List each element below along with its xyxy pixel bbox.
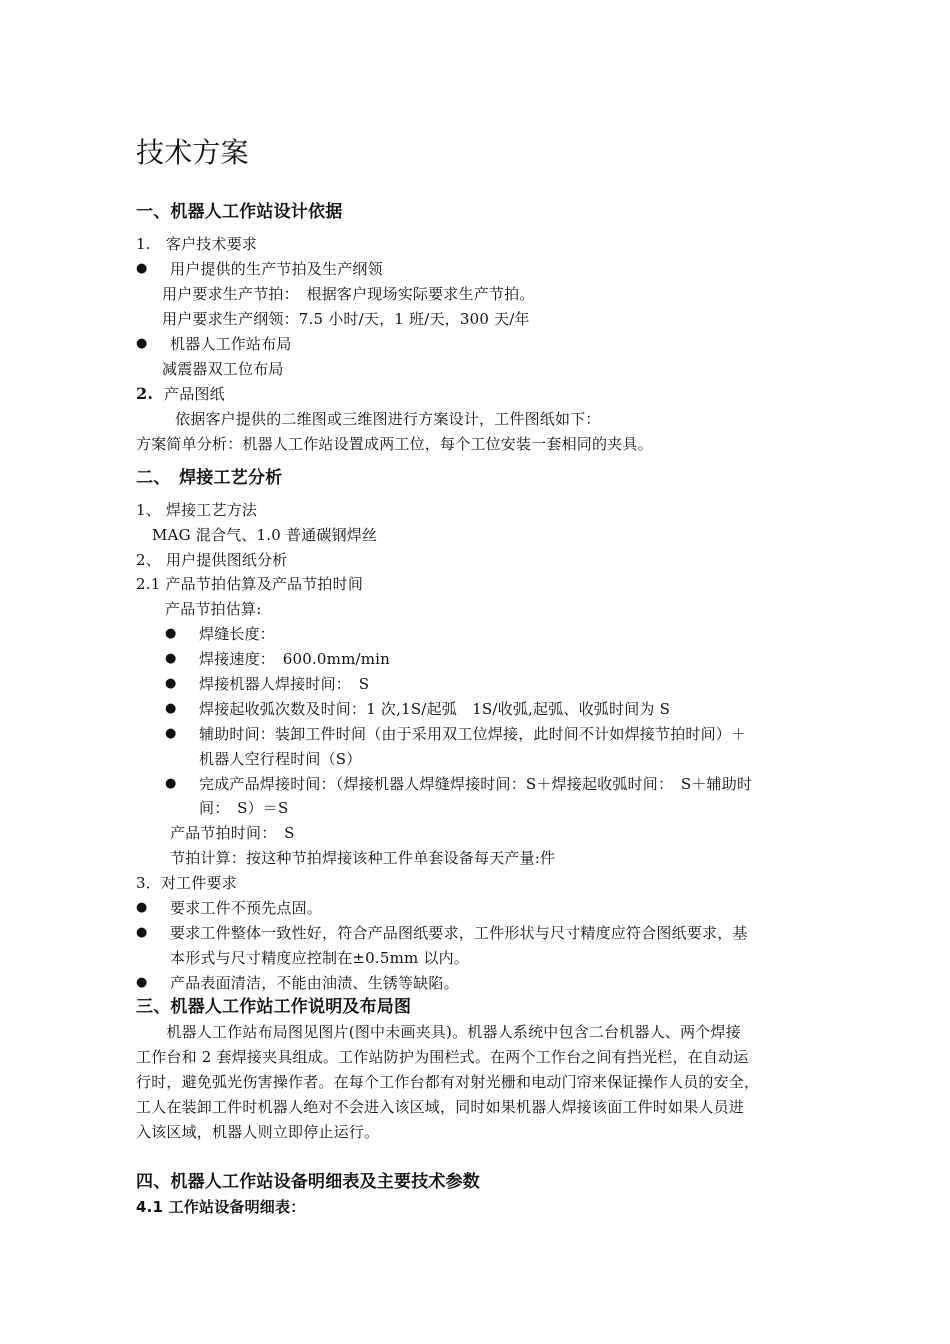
- s2-line-6: 产品节拍时间： S: [170, 824, 295, 842]
- s3-para-line-1: 机器人工作站布局图见图片(图中未画夹具)。机器人系统中包含二台机器人、两个焊接: [136, 1023, 741, 1041]
- bullet-icon: ●: [136, 336, 148, 351]
- s2-req-1: 要求工件不预先点固。: [170, 899, 323, 917]
- s2-line-3: 2、 用户提供图纸分析: [136, 551, 288, 569]
- s2-line-5: 产品节拍估算:: [165, 600, 262, 618]
- bullet-icon: ●: [165, 701, 177, 716]
- s1-item-2-text: 产品图纸: [164, 385, 225, 403]
- s1-line-1: 用户要求生产节拍： 根据客户现场实际要求生产节拍。: [162, 285, 535, 303]
- s1-bullet-1: 用户提供的生产节拍及生产纲领: [170, 260, 383, 278]
- s1-item-1: 1. 客户技术要求: [136, 235, 258, 253]
- bullet-icon: ●: [165, 726, 177, 741]
- s2-bullet-2: 焊接速度： 600.0mm/min: [199, 650, 391, 668]
- s1-bullet-2: 机器人工作站布局: [170, 335, 292, 353]
- s1-line-5: 方案简单分析：机器人工作站设置成两工位，每个工位安装一套相同的夹具。: [136, 435, 653, 453]
- s2-bullet-5-line-2: 机器人空行程时间（S）: [199, 750, 362, 768]
- s2-bullet-6-line-1: 完成产品焊接时间：（焊接机器人焊缝焊接时间：S＋焊接起收弧时间： S＋辅助时: [199, 775, 753, 793]
- s3-para-line-2: 工作台和 2 套焊接夹具组成。工作站防护为围栏式。在两个工作台之间有挡光栏，在自动运: [136, 1048, 749, 1066]
- section-3-heading: 三、机器人工作站工作说明及布局图: [136, 997, 412, 1017]
- s2-line-8: 3．对工件要求: [136, 874, 237, 892]
- bullet-icon: ●: [165, 626, 177, 641]
- s1-line-2: 用户要求生产纲领：7.5 小时/天，1 班/天，300 天/年: [162, 310, 530, 328]
- s2-line-4: 2.1 产品节拍估算及产品节拍时间: [136, 575, 364, 593]
- s2-bullet-6-line-2: 间： S）＝S: [199, 799, 289, 817]
- s2-bullet-5-line-1: 辅助时间：装卸工件时间（由于采用双工位焊接，此时间不计如焊接节拍时间）＋: [199, 725, 747, 743]
- s3-para-line-4: 工人在装卸工件时机器人绝对不会进入该区域，同时如果机器人焊接该面工件时如果人员进: [136, 1098, 745, 1116]
- page-title: 技术方案: [136, 136, 249, 169]
- s1-line-4: 依据客户提供的二维图或三维图进行方案设计，工件图纸如下：: [175, 410, 601, 428]
- section-2-heading: 二、 焊接工艺分析: [136, 468, 283, 488]
- s3-para-line-3: 行时，避免弧光伤害操作者。在每个工作台都有对射光栅和电动门帘来保证操作人员的安全，: [136, 1073, 760, 1091]
- s2-bullet-1: 焊缝长度：: [199, 625, 276, 643]
- bullet-icon: ●: [165, 651, 177, 666]
- s2-bullet-4: 焊接起收弧次数及时间：1 次,1S/起弧 1S/收弧,起弧、收弧时间为 S: [199, 700, 671, 718]
- s2-req-2-line-2: 本形式与尺寸精度应控制在±0.5mm 以内。: [170, 949, 470, 967]
- s4-subheading: 4.1 工作站设备明细表：: [136, 1198, 306, 1216]
- bullet-icon: ●: [165, 776, 177, 791]
- s2-bullet-3: 焊接机器人焊接时间： S: [199, 675, 370, 693]
- bullet-icon: ●: [136, 925, 148, 940]
- bullet-icon: ●: [136, 261, 148, 276]
- s3-para-line-5: 入该区域，机器人则立即停止运行。: [136, 1123, 380, 1141]
- section-1-heading: 一、机器人工作站设计依据: [136, 202, 343, 222]
- s2-req-3: 产品表面清洁，不能由油渍、生锈等缺陷。: [170, 974, 459, 992]
- s1-line-3: 减震器双工位布局: [162, 360, 284, 378]
- s2-line-7: 节拍计算：按这种节拍焊接该种工件单套设备每天产量:件: [170, 849, 556, 867]
- bullet-icon: ●: [136, 975, 148, 990]
- s1-item-2-number: 2.: [136, 384, 154, 403]
- s2-line-2: MAG 混合气、1.0 普通碳钢焊丝: [152, 526, 378, 544]
- s2-req-2-line-1: 要求工件整体一致性好，符合产品图纸要求，工件形状与尺寸精度应符合图纸要求，基: [170, 924, 748, 942]
- section-4-heading: 四、机器人工作站设备明细表及主要技术参数: [136, 1172, 480, 1192]
- s2-line-1: 1、 焊接工艺方法: [136, 501, 258, 519]
- bullet-icon: ●: [136, 900, 148, 915]
- bullet-icon: ●: [165, 676, 177, 691]
